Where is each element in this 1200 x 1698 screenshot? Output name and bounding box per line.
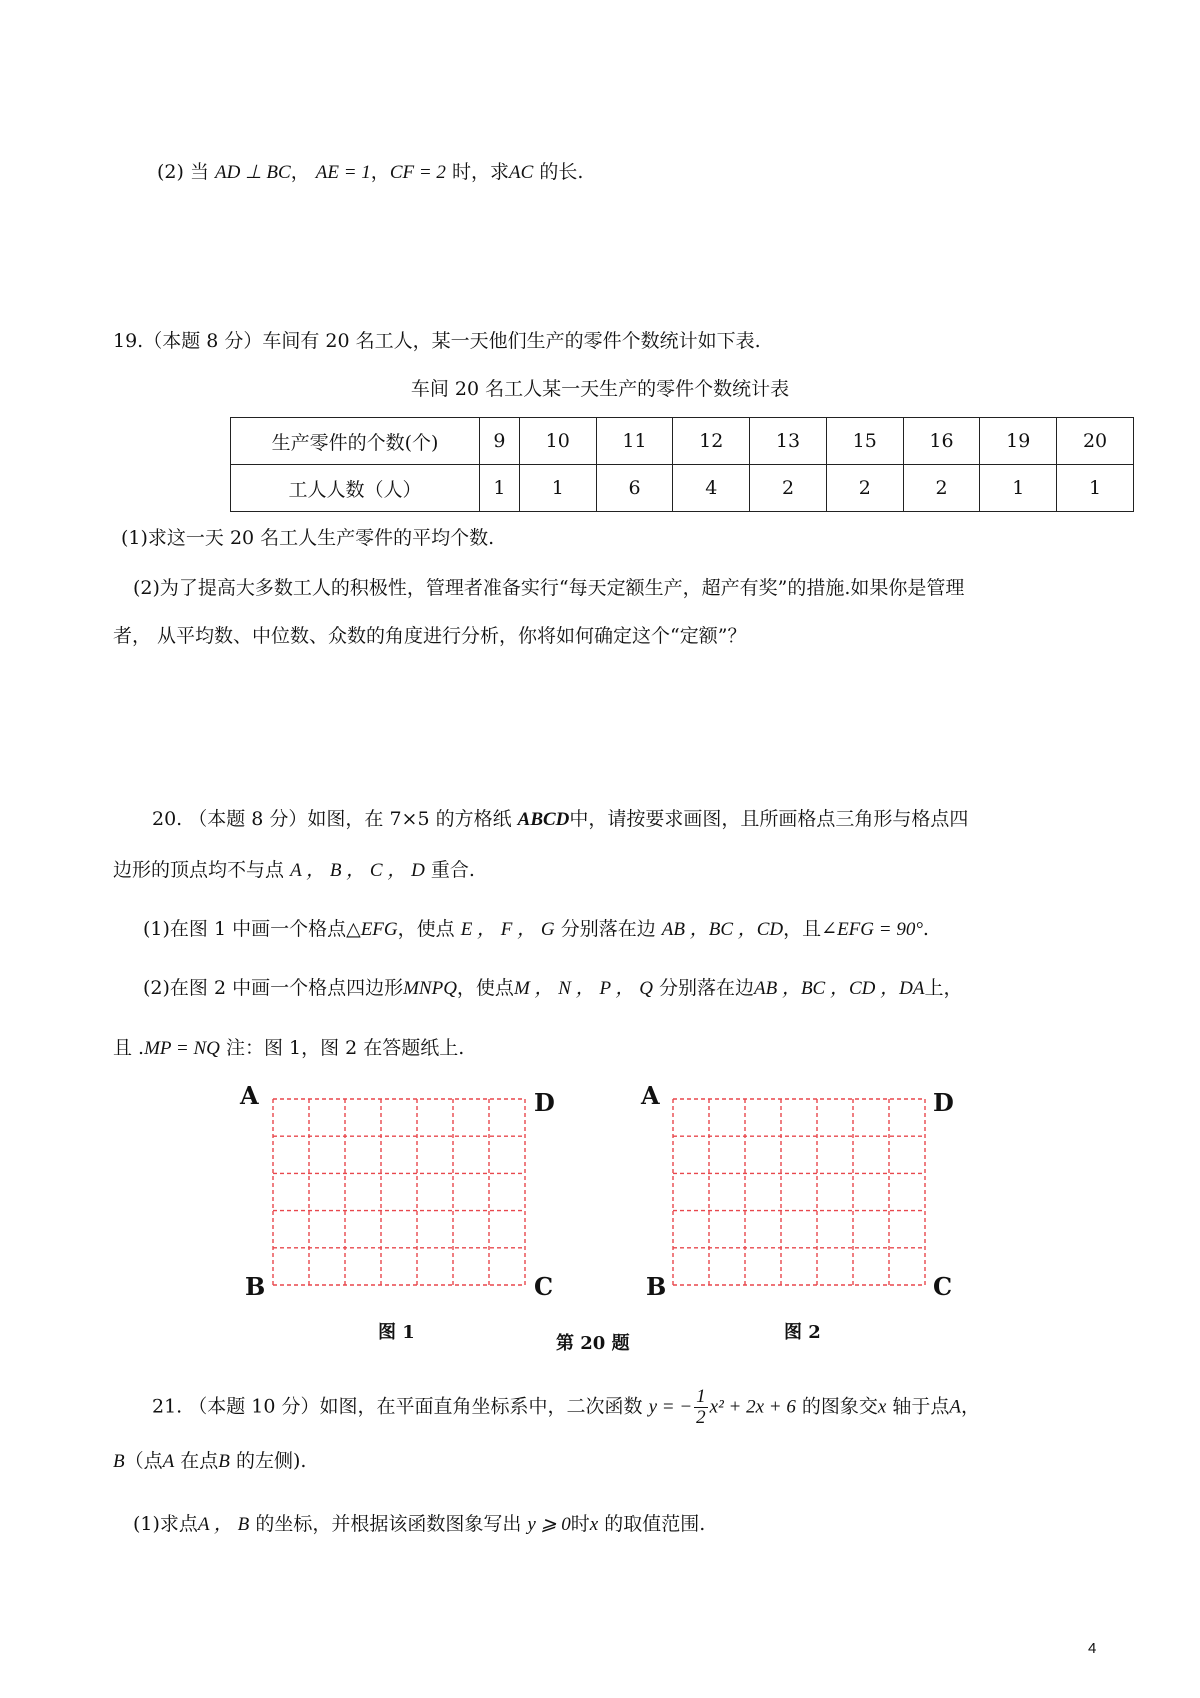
q21-func-lhs: y = −	[648, 1396, 693, 1418]
q21-line2-f: 的左侧).	[235, 1450, 307, 1472]
q20-p1-angle: EFG = 90°	[837, 919, 923, 940]
fig2-label-C: C	[933, 1272, 953, 1301]
q21-part1-a: (1)求点	[133, 1513, 198, 1535]
q21-axis: x	[877, 1396, 887, 1418]
row2-cell: 1	[480, 465, 520, 512]
row1-cell: 11	[596, 418, 673, 465]
q20-p2-edges: AB ，BC ，CD ，DA	[753, 978, 925, 999]
row2-cell: 1	[519, 465, 596, 512]
q20-p3-a: 且 .	[113, 1037, 145, 1059]
q18-part2-prefix: (2) 当	[157, 161, 209, 183]
q20-square-name: ABCD	[517, 809, 570, 830]
q21-line2-e: B	[218, 1451, 230, 1472]
q21-func-rest: x² + 2x + 6	[709, 1396, 796, 1418]
q20-p1-pts: E ， F ， G	[460, 919, 555, 940]
q21-part1	[133, 1509, 705, 1540]
q21-line2-a: A	[162, 1451, 175, 1472]
fig-title: 第 20 题	[556, 1333, 630, 1354]
q19-part2-line2: 者， 从平均数、中位数、众数的角度进行分析，你将如何确定这个“定额”？	[113, 625, 747, 647]
fig2-caption: 图 2	[784, 1322, 821, 1343]
fig1-label-C: C	[534, 1272, 554, 1301]
row1-cell: 16	[903, 418, 980, 465]
q21-intro-b: 的图象交	[801, 1395, 878, 1418]
row2-cell: 2	[903, 465, 980, 512]
q20-p1-e: .	[922, 918, 929, 940]
q20-p2-pts: M ， N ， P ， Q	[513, 978, 653, 999]
page-number: 4	[1088, 1640, 1097, 1657]
q19-part2-line1: (2)为了提高大多数工人的积极性，管理者准备实行“每天定额生产，超产有奖”的措施.如果你是管理	[133, 577, 965, 599]
q18-cond1: AD ⊥ BC	[215, 162, 291, 183]
q18-mid: 时，求	[451, 161, 509, 183]
q20-line2-a: 边形的顶点均不与点	[113, 859, 285, 881]
fig2-label-D: D	[933, 1088, 954, 1117]
q21-intro	[152, 1387, 980, 1428]
q18-cond2: AE = 1	[315, 162, 371, 183]
q18-sep1: ，	[290, 161, 310, 183]
q18-sep2: ，	[370, 161, 390, 183]
q20-p2-d: 上，	[924, 977, 963, 999]
fig1-label-D: D	[534, 1088, 555, 1117]
q21-intro-a: 21. （本题 10 分）如图，在平面直角坐标系中，二次函数	[152, 1395, 643, 1418]
row2-header: 工人人数（人）	[231, 465, 480, 512]
q21-line2-c: （点	[124, 1450, 163, 1472]
q20-p3-b: 注：图 1，图 2 在答题纸上.	[225, 1037, 465, 1059]
row1-cell: 19	[980, 418, 1057, 465]
row1-cell: 13	[750, 418, 827, 465]
q21-frac-den: 2	[696, 1407, 706, 1428]
row2-cell: 4	[673, 465, 750, 512]
q21-part1-d: 的取值范围.	[604, 1513, 706, 1535]
q21-part1-pts: A ， B	[197, 1514, 250, 1535]
q20-p1-c: 分别落在边	[560, 918, 656, 940]
q21-line2	[113, 1446, 306, 1477]
q21-frac-num: 1	[696, 1386, 706, 1407]
q20-line2-b: 重合.	[430, 859, 475, 881]
q20-p1-b: ，使点	[397, 918, 455, 940]
row1-cell: 9	[480, 418, 520, 465]
q20-p1-tri: EFG	[360, 919, 398, 940]
q21-part1-c: 时	[570, 1513, 590, 1535]
q20-intro-b: 中，请按要求画图，且所画格点三角形与格点四	[569, 808, 969, 830]
row2-cell: 1	[980, 465, 1057, 512]
row1-cell: 15	[826, 418, 903, 465]
q21-intro-d: ，	[961, 1395, 981, 1418]
fig1-label-B: B	[245, 1272, 266, 1301]
q21-line2-b: B	[113, 1451, 125, 1472]
fig2-label-B: B	[646, 1272, 667, 1301]
row1-header: 生产零件的个数(个)	[231, 418, 480, 465]
fig1-caption: 图 1	[378, 1322, 415, 1343]
row2-cell: 2	[826, 465, 903, 512]
row2-cell: 2	[750, 465, 827, 512]
q19-table-caption: 车间 20 名工人某一天生产的零件个数统计表	[410, 378, 790, 400]
q18-target: AC	[508, 162, 534, 183]
q20-p1-a: (1)在图 1 中画一个格点△	[143, 918, 361, 940]
q21-part1-cond: y ⩾ 0	[527, 1514, 571, 1535]
q20-p1-edges: AB ，BC ，CD	[661, 919, 784, 940]
q18-suffix: 的长.	[539, 161, 584, 183]
q21-point-a: A	[949, 1396, 962, 1418]
q20-p2-c: 分别落在边	[658, 977, 754, 999]
fig1-label-A: A	[240, 1081, 259, 1110]
q20-intro-a: 20. （本题 8 分）如图，在 7×5 的方格纸	[152, 808, 512, 830]
q20-p2-quad: MNPQ	[403, 978, 457, 999]
q20-points: A ， B ， C ， D	[290, 860, 425, 881]
q20-p2-b: ，使点	[456, 977, 514, 999]
q21-intro-c: 轴于点	[892, 1395, 950, 1418]
row2-cell: 6	[596, 465, 673, 512]
fig2-label-A: A	[641, 1081, 660, 1110]
q19-intro: 19.（本题 8 分）车间有 20 名工人，某一天他们生产的零件个数统计如下表.	[113, 330, 761, 352]
q21-part1-b: 的坐标，并根据该函数图象写出	[255, 1513, 522, 1535]
q21-line2-d: 在点	[180, 1450, 219, 1472]
q20-p2-a: (2)在图 2 中画一个格点四边形	[143, 977, 404, 999]
q21-part1-x: x	[589, 1514, 599, 1535]
q20-p1-d: ，且∠	[783, 918, 838, 940]
row1-cell: 12	[673, 418, 750, 465]
row2-cell: 1	[1057, 465, 1134, 512]
row1-cell: 10	[519, 418, 596, 465]
q21-fraction	[694, 1387, 708, 1428]
row1-cell: 20	[1057, 418, 1134, 465]
q19-part1: (1)求这一天 20 名工人生产零件的平均个数.	[121, 527, 495, 549]
q18-cond3: CF = 2	[389, 162, 446, 183]
q20-p3-eq: MP = NQ	[144, 1038, 220, 1059]
